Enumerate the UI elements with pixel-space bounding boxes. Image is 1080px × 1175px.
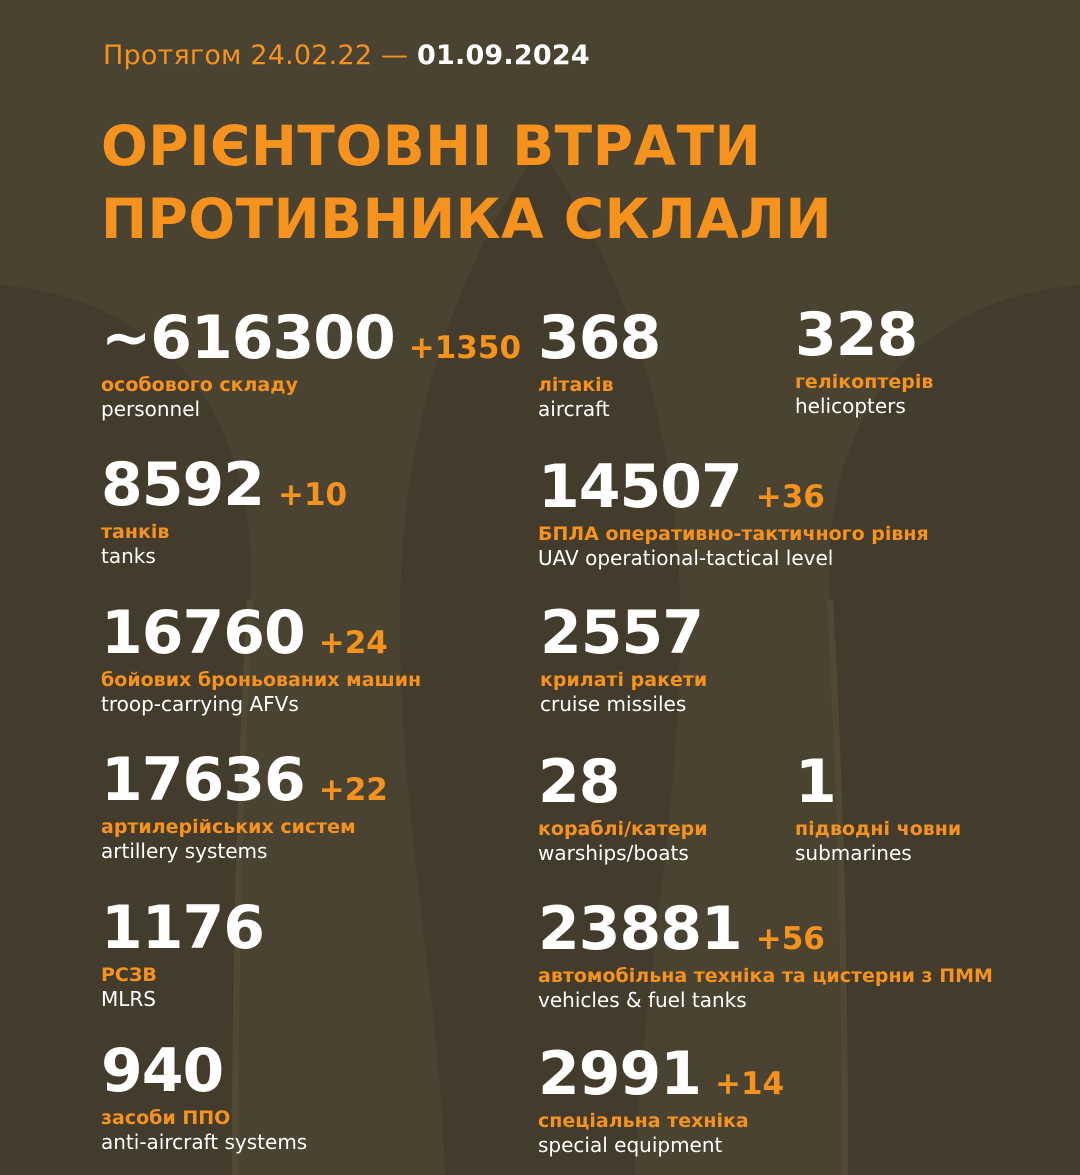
stat-label-en: warships/boats <box>538 841 689 865</box>
stat-value: ~616300 <box>101 303 395 373</box>
stat-label-en: aircraft <box>538 397 610 421</box>
stat-afv <box>101 598 422 717</box>
stat-label-ua: засоби ППО <box>101 1107 231 1129</box>
stat-label-ua: гелікоптерів <box>795 371 934 393</box>
stat-label-en: troop-carrying AFVs <box>101 692 299 716</box>
stat-label-en: helicopters <box>795 394 906 418</box>
stat-mlrs <box>101 893 264 1012</box>
period-header <box>103 40 590 71</box>
stat-value: 17636 <box>101 745 305 815</box>
stat-label-en: artillery systems <box>101 839 268 863</box>
stat-label-ua: особового складу <box>101 374 298 396</box>
stat-label-ua: танків <box>101 521 170 543</box>
stat-helicopters <box>795 300 934 419</box>
stat-label-en: MLRS <box>101 987 156 1011</box>
stat-label-en: special equipment <box>538 1133 723 1157</box>
period-end-date: 01.09.2024 <box>417 40 590 71</box>
stat-label-en: UAV operational-tactical level <box>538 546 834 570</box>
stat-value: 368 <box>538 303 661 373</box>
stat-delta: +24 <box>318 625 388 661</box>
stat-warships <box>538 747 708 866</box>
stat-label-ua: автомобільна техніка та цистерни з ПММ <box>538 965 993 987</box>
stat-label-en: tanks <box>101 544 156 568</box>
stat-value: 2557 <box>540 598 703 668</box>
stat-cruise-missiles <box>540 598 708 717</box>
stat-label-ua: спеціальна техніка <box>538 1110 749 1132</box>
title-line-2: ПРОТИВНИКА СКЛАЛИ <box>101 187 833 251</box>
stat-value: 16760 <box>101 598 305 668</box>
stat-delta: +10 <box>278 477 348 513</box>
stat-submarines <box>795 747 962 866</box>
stat-delta: +56 <box>755 921 825 957</box>
stat-value: 8592 <box>101 450 264 520</box>
stat-label-ua: артилерійських систем <box>101 816 356 838</box>
stat-label-ua: крилаті ракети <box>540 669 708 691</box>
stat-label-en: anti-aircraft systems <box>101 1130 308 1154</box>
stat-tanks <box>101 450 348 569</box>
stat-delta: +36 <box>755 479 825 515</box>
stat-label-en: submarines <box>795 841 912 865</box>
stat-value: 1176 <box>101 893 264 963</box>
stat-delta: +14 <box>715 1066 785 1102</box>
stat-aircraft <box>538 303 661 422</box>
stat-value: 14507 <box>538 452 742 522</box>
stat-label-en: personnel <box>101 397 201 421</box>
stat-anti-aircraft <box>101 1036 308 1155</box>
stat-label-ua: бойових броньованих машин <box>101 669 422 691</box>
stat-label-ua: підводні човни <box>795 818 962 840</box>
stat-label-ua: літаків <box>538 374 614 396</box>
stat-label-en: vehicles & fuel tanks <box>538 988 747 1012</box>
stat-value: 2991 <box>538 1039 701 1109</box>
stat-artillery <box>101 745 388 864</box>
stat-value: 940 <box>101 1036 224 1106</box>
stat-value: 328 <box>795 300 918 370</box>
stat-value: 23881 <box>538 894 742 964</box>
stat-delta: +22 <box>318 772 388 808</box>
stat-label-ua: РСЗВ <box>101 964 157 986</box>
stat-label-en: cruise missiles <box>540 692 687 716</box>
stat-vehicles <box>538 894 993 1013</box>
stat-personnel <box>101 303 522 422</box>
stat-value: 28 <box>538 747 620 817</box>
stat-label-ua: кораблі/катери <box>538 818 708 840</box>
stat-uav <box>538 452 929 571</box>
stat-value: 1 <box>795 747 836 817</box>
page-title <box>101 110 832 256</box>
period-prefix: Протягом 24.02.22 — <box>103 40 409 71</box>
title-line-1: ОРІЄНТОВНІ ВТРАТИ <box>101 114 762 178</box>
stat-label-ua: БПЛА оперативно-тактичного рівня <box>538 523 929 545</box>
stat-special-equipment <box>538 1039 785 1158</box>
stat-delta: +1350 <box>408 330 522 366</box>
